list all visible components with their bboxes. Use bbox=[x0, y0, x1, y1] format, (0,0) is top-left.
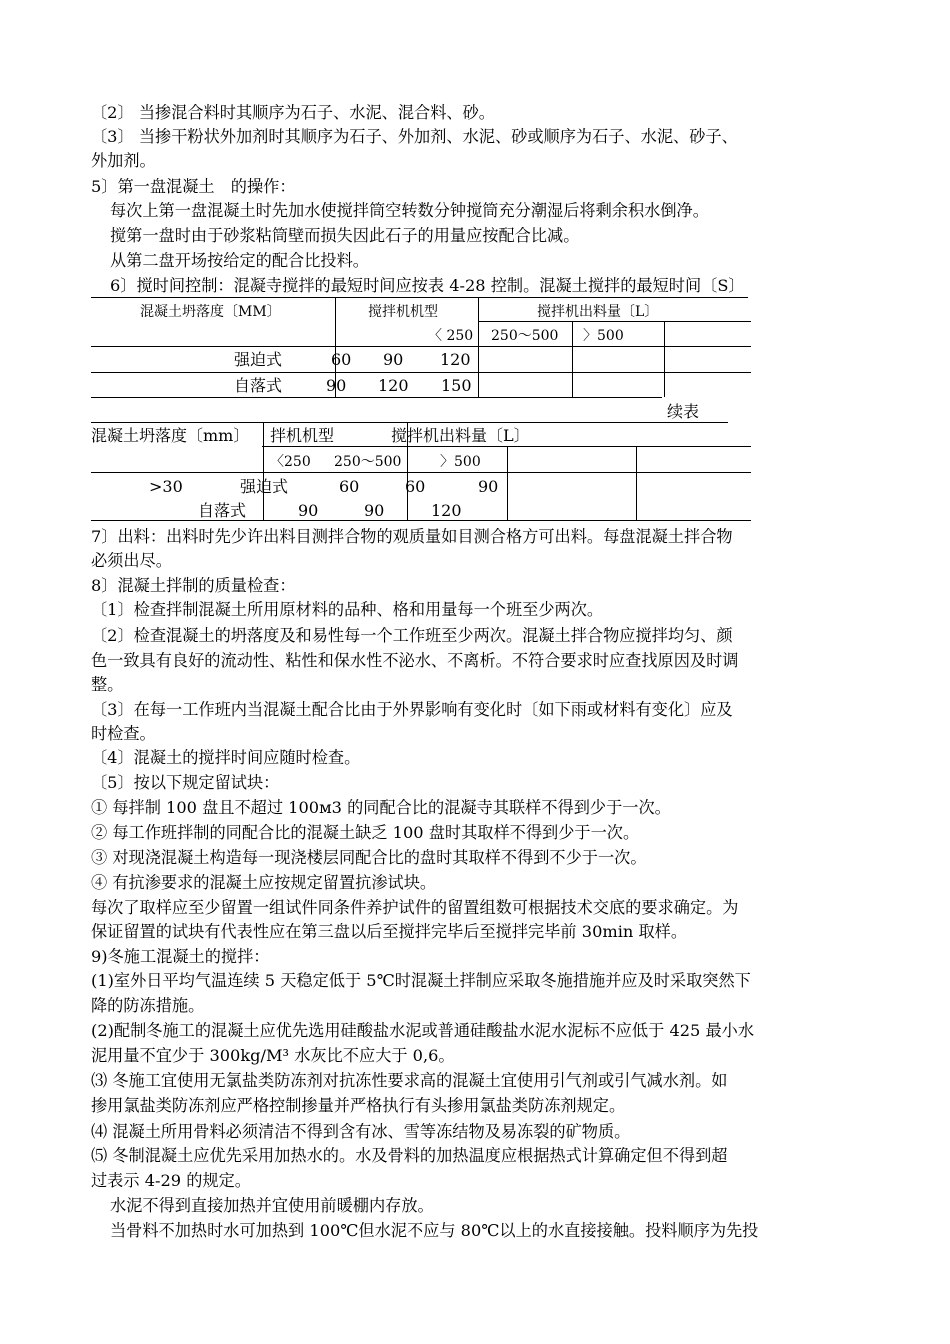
row-mixer-type: 强迫式 bbox=[240, 477, 289, 496]
text-line: 每次上第一盘混凝土时先加水使搅拌筒空转数分钟搅筒充分潮湿后将剩余积水倒净。 bbox=[110, 201, 709, 220]
table-rule bbox=[664, 321, 665, 397]
text-line: ⑶ 冬施工宜使用无氯盐类防冻剂对抗冻性要求高的混凝土宜使用引气剂或引气减水剂。如 bbox=[91, 1071, 728, 1090]
text-line: ⑷ 混凝土所用骨料必须清洁不得到含有冰、雪等冻结物及易冻裂的矿物质。 bbox=[91, 1122, 631, 1141]
text-line: 〔4〕混凝土的搅拌时间应随时检查。 bbox=[91, 748, 361, 767]
text-line: 过表示 4-29 的规定。 bbox=[91, 1171, 251, 1190]
table-rule bbox=[91, 372, 751, 373]
text-line: (2)配制冬施工的混凝土应优先选用硅酸盐水泥或普通硅酸盐水泥水泥标不应低于 425 最小水 bbox=[91, 1021, 755, 1040]
table-cell: 90 bbox=[478, 477, 499, 496]
table-cell: 120 bbox=[440, 350, 471, 369]
text-line: 8〕混凝土拌制的质量检查： bbox=[91, 576, 296, 595]
header-output: 搅拌机出料量〔L〕 bbox=[537, 304, 659, 320]
header-mixer-type: 搅拌机机型 bbox=[368, 304, 438, 320]
table-rule bbox=[91, 397, 662, 398]
text-line: ② 每工作班拌制的同配合比的混凝土缺乏 100 盘时其取样不得到少于一次。 bbox=[91, 823, 640, 842]
table-cell: 90 bbox=[326, 376, 347, 395]
text-line: 保证留置的试块有代表性应在第三盘以后至搅拌完毕后至搅拌完毕前 30min 取样。 bbox=[91, 922, 688, 941]
text-line: 色一致具有良好的流动性、粘性和保水性不泌水、不离析。不符合要求时应查找原因及时调 bbox=[91, 651, 739, 670]
text-line: 必须出尽。 bbox=[91, 551, 172, 570]
text-line: 〔2〕检查混凝土的坍落度及和易性每一个工作班至少两次。混凝土拌合物应搅拌均匀、颜 bbox=[91, 626, 733, 645]
text-line: 泥用量不宜少于 300kg/M³ 水灰比不应大于 0,6。 bbox=[91, 1046, 455, 1065]
text-line: ① 每拌制 100 盘且不超过 100м3 的同配合比的混凝寺其联样不得到少于一次。 bbox=[91, 798, 671, 817]
table-rule bbox=[636, 446, 637, 520]
header-capacity: 〈250 bbox=[270, 454, 311, 470]
table-cell: 60 bbox=[405, 477, 426, 496]
row-mixer-type: 自落式 bbox=[234, 376, 283, 395]
header-capacity: 250～500 bbox=[334, 454, 402, 470]
header-capacity: 〉500 bbox=[583, 328, 624, 344]
text-line: 〔2〕 当掺混合料时其顺序为石子、水泥、混合料、砂。 bbox=[91, 103, 495, 122]
table-rule bbox=[91, 422, 728, 423]
table-rule bbox=[91, 472, 751, 473]
table-cell: 150 bbox=[441, 376, 472, 395]
table-rule bbox=[91, 297, 748, 298]
header-slump: 混凝土坍落度〔mm〕 bbox=[91, 426, 250, 445]
slump-value: >30 bbox=[149, 477, 183, 496]
table-cell: 120 bbox=[431, 501, 462, 520]
text-line: ⑸ 冬制混凝土应优先采用加热水的。水及骨料的加热温度应根据热式计算确定但不得到超 bbox=[91, 1146, 728, 1165]
header-slump: 混凝土坍落度〔MM〕 bbox=[140, 304, 281, 320]
text-line: 5〕第一盘混凝土 的操作： bbox=[91, 177, 296, 196]
text-line: 9)冬施工混凝土的搅拌： bbox=[91, 947, 270, 966]
table-cell: 60 bbox=[331, 350, 352, 369]
text-line: 〔3〕在每一工作班内当混凝土配合比由于外界影响有变化时〔如下雨或材料有变化〕应及 bbox=[91, 700, 733, 719]
row-mixer-type: 强迫式 bbox=[234, 350, 283, 369]
text-line: 掺用氯盐类防冻剂应严格控制掺量并严格执行有头掺用氯盐类防冻剂规定。 bbox=[91, 1096, 626, 1115]
table-rule bbox=[91, 520, 751, 521]
row-mixer-type: 自落式 bbox=[198, 501, 247, 520]
text-line: (1)室外日平均气温连续 5 天稳定低于 5℃时混凝土拌制应采取冬施措施并应及时采取突然下 bbox=[91, 971, 751, 990]
table-cell: 120 bbox=[378, 376, 409, 395]
text-line: 降的防冻措施。 bbox=[91, 996, 205, 1015]
text-line: 7〕出料：出料时先少许出料目测拌合物的观质量如目测合格方可出料。每盘混凝土拌合物 bbox=[91, 527, 733, 546]
text-line: 〔5〕按以下规定留试块： bbox=[91, 773, 280, 792]
table-rule bbox=[572, 321, 573, 397]
text-line: 时检查。 bbox=[91, 724, 156, 743]
table-rule bbox=[91, 346, 751, 347]
text-line: 〔3〕 当掺干粉状外加剂时其顺序为石子、外加剂、水泥、砂或顺序为石子、水泥、砂子、 bbox=[91, 127, 738, 146]
table-cell: 90 bbox=[364, 501, 385, 520]
table-cell: 60 bbox=[339, 477, 360, 496]
table-rule bbox=[263, 422, 264, 520]
table-cell: 90 bbox=[298, 501, 319, 520]
text-line: ③ 对现浇混凝土构造每一现浇楼层同配合比的盘时其取样不得到不少于一次。 bbox=[91, 848, 647, 867]
text-line: 当骨料不加热时水可加热到 100℃但水泥不应与 80℃以上的水直接接触。投料顺序为先投 bbox=[110, 1221, 759, 1240]
text-line: 〔1〕检查拌制混凝土所用原材料的品种、格和用量每一个班至少两次。 bbox=[91, 600, 604, 619]
table-rule bbox=[478, 297, 479, 397]
header-output: 搅拌机出料量〔L〕 bbox=[391, 426, 530, 445]
text-line: 外加剂。 bbox=[91, 151, 156, 170]
text-line: ④ 有抗渗要求的混凝土应按规定留置抗渗试块。 bbox=[91, 873, 437, 892]
header-capacity: 250～500 bbox=[491, 328, 559, 344]
text-line: 6〕搅时间控制：混凝寺搅拌的最短时间应按表 4-28 控制。混凝土搅拌的最短时间〔S〕 bbox=[110, 276, 745, 295]
text-line: 水泥不得到直接加热并宜使用前暖棚内存放。 bbox=[110, 1196, 434, 1215]
header-capacity: 〉500 bbox=[440, 454, 481, 470]
table-rule bbox=[507, 446, 508, 520]
text-line: 每次了取样应至少留置一组试件同条件养护试件的留置组数可根据技术交底的要求确定。为 bbox=[91, 898, 739, 917]
text-line: 从第二盘开场按给定的配合比投料。 bbox=[110, 251, 369, 270]
text-line: 整。 bbox=[91, 675, 124, 694]
header-capacity: 〈 250 bbox=[428, 328, 474, 344]
continued-label: 续表 bbox=[667, 402, 700, 421]
table-cell: 90 bbox=[383, 350, 404, 369]
header-mixer-type: 拌机机型 bbox=[270, 426, 335, 445]
text-line: 搅第一盘时由于砂浆粘筒壁而损失因此石子的用量应按配合比减。 bbox=[110, 226, 580, 245]
